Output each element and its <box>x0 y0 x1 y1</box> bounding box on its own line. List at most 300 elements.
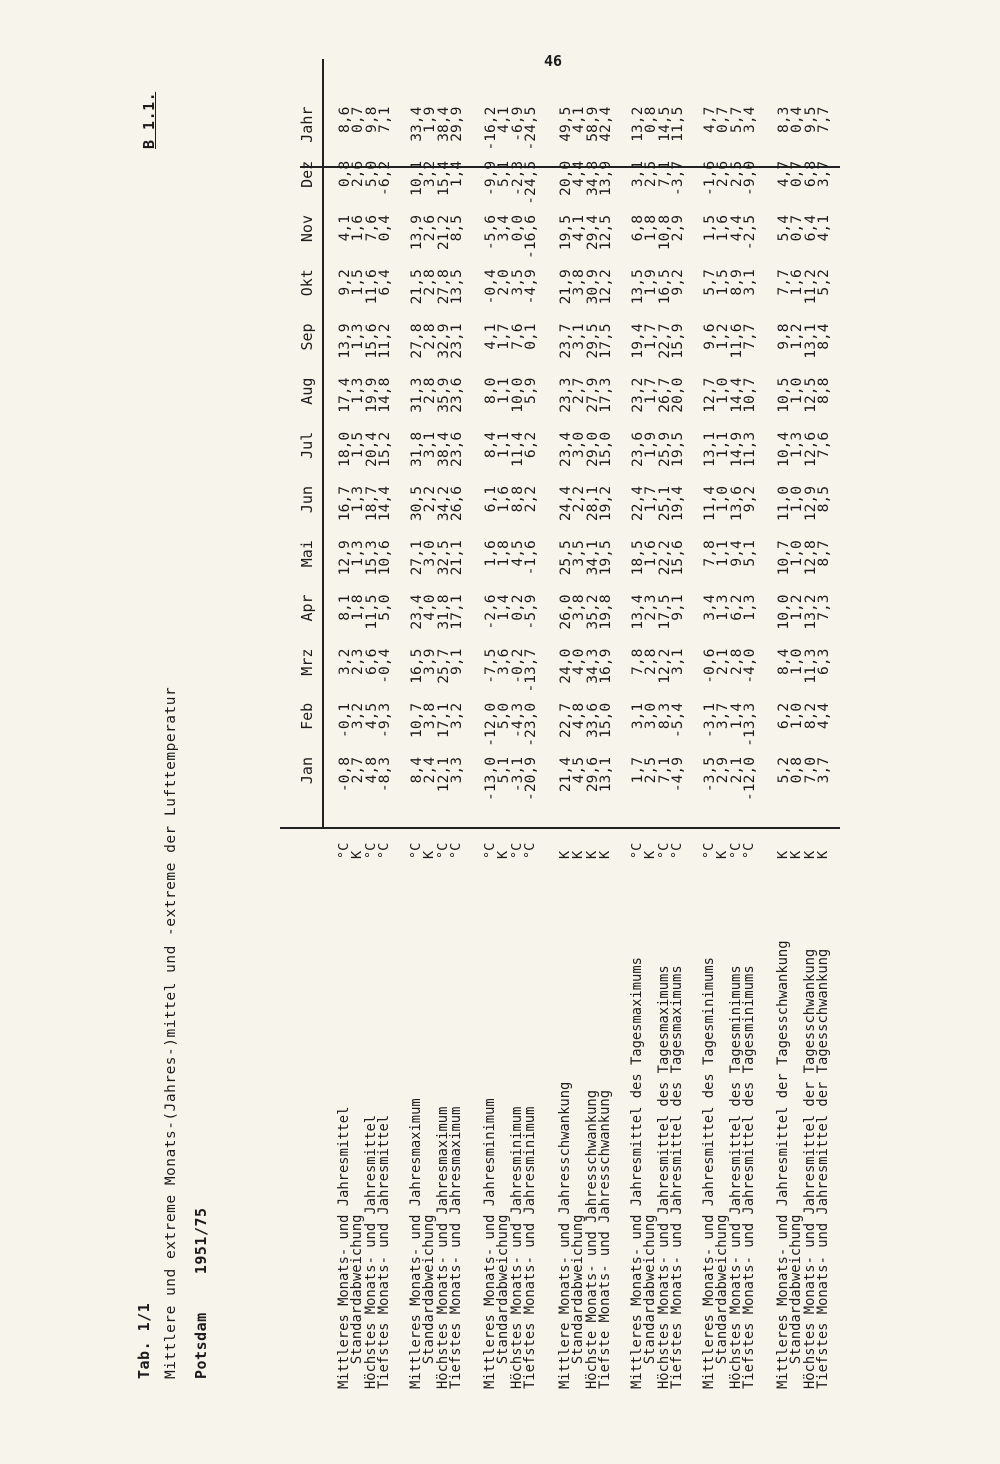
row-label: Mittleres Monats- und Jahresmittel des Tagesmaximums <box>629 957 645 1389</box>
table-cell: 23,6 <box>448 377 466 413</box>
row-label: Höchstes Monats- und Jahresmittel des Tagesmaximums <box>655 965 672 1389</box>
table-cell: 25,5 <box>557 540 574 576</box>
table-cell: 1,6 <box>788 269 806 296</box>
table-cell: 4,0 <box>570 648 588 675</box>
column-header: Jahr <box>298 106 316 143</box>
table-cell: 16,5 <box>655 269 673 305</box>
table-cell: -0,1 <box>336 702 353 738</box>
column-header: Okt <box>298 269 316 297</box>
table-cell: 4,7 <box>775 160 792 188</box>
table-title: Mittlere und extreme Monats-(Jahres-)mittel und -extreme der Lufttemperatur <box>163 686 179 1379</box>
row-unit: °C <box>376 842 393 859</box>
table-cell: 18,7 <box>362 486 380 522</box>
table-cell: 7,3 <box>815 594 833 621</box>
table-cell: 9,1 <box>448 648 466 675</box>
table-cell: 3,5 <box>570 540 588 567</box>
row-unit: °C <box>448 842 465 859</box>
row-unit: K <box>642 850 659 859</box>
table-cell: 1,0 <box>788 486 806 513</box>
table-cell: 9,6 <box>701 323 718 350</box>
table-cell: 1,4 <box>448 160 466 188</box>
table-cell: 33,4 <box>408 106 425 142</box>
table-cell: 4,1 <box>495 106 513 133</box>
table-cell: 27,8 <box>434 269 452 305</box>
table-cell: 0,7 <box>714 106 732 133</box>
page-number: 46 <box>544 52 563 70</box>
table-cell: 34,3 <box>583 648 601 684</box>
table-cell: 1,0 <box>714 486 732 513</box>
table-cell: -23,0 <box>522 702 540 747</box>
table-cell: 9,8 <box>362 106 380 133</box>
table-cell: -6,9 <box>508 106 526 142</box>
table-cell: -0,2 <box>508 648 526 684</box>
table-cell: 13,5 <box>448 269 466 305</box>
table-cell: -2,6 <box>482 594 499 630</box>
table-cell: 32,5 <box>434 540 452 576</box>
table-cell: 7,8 <box>629 648 646 675</box>
table-cell: 19,5 <box>669 431 687 467</box>
table-cell: 14,5 <box>655 106 673 142</box>
table-cell: 12,9 <box>336 540 353 576</box>
table-cell: 22,2 <box>655 540 673 576</box>
row-unit: K <box>775 850 791 859</box>
table-cell: 35,2 <box>583 594 601 630</box>
table-cell: 9,4 <box>727 540 745 567</box>
table-cell: 13,1 <box>701 431 718 467</box>
table-cell: 1,5 <box>349 269 367 296</box>
table-cell: 6,3 <box>815 648 833 675</box>
table-cell: 0,7 <box>788 160 806 188</box>
table-cell: -20,9 <box>522 757 540 801</box>
table-cell: 3,1 <box>741 269 759 296</box>
table-cell: -4,3 <box>508 702 526 738</box>
table-cell: 23,6 <box>448 431 466 467</box>
table-cell: 31,8 <box>434 594 452 630</box>
row-unit: K <box>495 850 512 859</box>
table-cell: 9,1 <box>669 594 687 621</box>
table-cell: 19,9 <box>362 377 380 413</box>
table-cell: 15,6 <box>669 540 687 576</box>
table-cell: 9,2 <box>669 269 687 296</box>
table-cell: 19,8 <box>597 594 615 630</box>
row-label: Höchstes Monats- und Jahresminimum <box>508 1106 525 1389</box>
table-cell: 2,6 <box>714 160 732 188</box>
table-cell: 2,6 <box>421 215 439 242</box>
table-cell: 1,0 <box>714 377 732 404</box>
table-cell: -3,1 <box>701 702 718 738</box>
table-cell: 1,3 <box>349 540 367 567</box>
row-unit: K <box>421 850 438 859</box>
table-cell: 2,5 <box>642 757 660 784</box>
table-cell: 27,8 <box>408 323 425 359</box>
table-cell: 12,1 <box>434 757 452 793</box>
table-cell: 11,2 <box>376 323 394 359</box>
table-cell: 0,8 <box>788 757 806 784</box>
table-cell: 4,7 <box>701 106 718 133</box>
table-cell: 17,1 <box>448 594 466 630</box>
table-cell: 0,4 <box>376 215 394 242</box>
row-unit: °C <box>408 842 424 859</box>
table-cell: 1,7 <box>642 323 660 350</box>
table-cell: 38,4 <box>434 431 452 467</box>
table-cell: 22,7 <box>655 323 673 359</box>
table-cell: 1,5 <box>701 215 718 242</box>
table-cell: 20,0 <box>669 377 687 413</box>
table-cell: -3,7 <box>669 160 687 196</box>
table-cell: 3,2 <box>421 160 439 188</box>
table-cell: -12,0 <box>482 702 499 747</box>
table-divider-header <box>322 59 324 829</box>
table-cell: 20,4 <box>362 431 380 467</box>
row-label: Standardabweichung <box>714 1214 731 1389</box>
table-cell: 1,3 <box>714 594 732 621</box>
table-cell: 10,8 <box>655 215 673 251</box>
table-cell: 34,2 <box>434 486 452 522</box>
table-cell: 0,8 <box>642 106 660 133</box>
table-cell: 8,8 <box>815 377 833 404</box>
table-cell: 11,6 <box>362 269 380 305</box>
table-cell: 1,3 <box>349 323 367 350</box>
row-unit: °C <box>701 842 717 859</box>
table-cell: 8,3 <box>655 702 673 730</box>
table-cell: 3,2 <box>336 648 353 675</box>
row-label: Tiefstes Monats- und Jahresmittel des Tagesminimums <box>741 965 758 1389</box>
table-cell: 2,2 <box>522 486 540 513</box>
table-cell: 29,4 <box>583 215 601 251</box>
table-cell: 12,2 <box>655 648 673 684</box>
table-cell: 1,7 <box>495 323 513 350</box>
table-cell: 17,4 <box>336 377 353 413</box>
table-cell: -24,5 <box>522 106 540 151</box>
table-cell: 8,5 <box>815 486 833 513</box>
table-cell: 26,7 <box>655 377 673 413</box>
table-cell: 49,5 <box>557 106 574 142</box>
table-cell: 18,0 <box>336 431 353 467</box>
table-cell: 58,9 <box>583 106 601 142</box>
table-cell: 4,1 <box>482 323 499 350</box>
row-label: Tiefstes Monats- und Jahresmittel der Tagesschwankung <box>815 948 832 1389</box>
table-cell: 2,3 <box>349 648 367 675</box>
table-cell: 15,6 <box>362 323 380 359</box>
table-cell: 4,5 <box>362 702 380 730</box>
table-cell: 19,4 <box>629 323 646 359</box>
table-cell: 13,4 <box>629 594 646 630</box>
document-code: B 1.1. <box>140 91 158 149</box>
table-cell: 22,4 <box>629 486 646 522</box>
table-cell: 2,3 <box>642 594 660 621</box>
table-cell: 23,7 <box>557 323 574 359</box>
column-header: Nov <box>298 215 316 243</box>
row-label: Mittlere Monats- und Jahresschwankung <box>557 1081 573 1389</box>
table-cell: 2,8 <box>642 648 660 675</box>
table-cell: 13,2 <box>801 594 819 630</box>
table-cell: 12,8 <box>801 540 819 576</box>
row-label: Standardabweichung <box>642 1214 659 1389</box>
table-cell: 22,7 <box>557 702 574 738</box>
table-cell: 4,1 <box>570 215 588 242</box>
table-cell: -9,9 <box>482 160 499 196</box>
table-cell: 7,6 <box>815 431 833 459</box>
column-header: Feb <box>298 702 316 730</box>
row-label: Tiefstes Monats- und Jahresmaximum <box>448 1106 465 1389</box>
table-cell: 14,9 <box>727 431 745 467</box>
row-label: Mittleres Monats- und Jahresmaximum <box>408 1098 424 1389</box>
table-cell: 21,2 <box>434 215 452 251</box>
table-cell: 9,5 <box>801 106 819 133</box>
table-cell: 8,4 <box>775 648 792 675</box>
row-label: Standardabweichung <box>421 1214 438 1389</box>
table-cell: 4,1 <box>336 215 353 242</box>
row-unit: K <box>349 850 366 859</box>
table-cell: 2,5 <box>642 160 660 188</box>
table-cell: 11,6 <box>727 323 745 359</box>
table-cell: 1,0 <box>788 540 806 567</box>
table-cell: 1,7 <box>642 486 660 513</box>
row-unit: °C <box>629 842 645 859</box>
table-cell: 10,5 <box>775 377 792 413</box>
table-cell: 8,7 <box>815 540 833 567</box>
table-cell: 3,6 <box>495 648 513 675</box>
row-unit: K <box>597 850 614 859</box>
table-cell: 11,5 <box>362 594 380 630</box>
table-cell: 13,9 <box>408 215 425 251</box>
table-cell: 7,7 <box>815 106 833 133</box>
table-cell: 24,4 <box>557 486 574 522</box>
table-cell: 3,1 <box>421 431 439 459</box>
row-unit: K <box>570 850 587 859</box>
table-cell: 1,3 <box>349 486 367 513</box>
table-cell: 3,4 <box>495 215 513 242</box>
row-unit: °C <box>434 842 451 859</box>
table-divider-vertical <box>280 827 840 829</box>
table-cell: 25,7 <box>434 648 452 684</box>
table-cell: 15,0 <box>597 431 615 467</box>
row-unit: °C <box>482 842 498 859</box>
table-cell: 19,4 <box>669 486 687 522</box>
row-label: Tiefstes Monats- und Jahresmittel des Tagesmaximums <box>669 965 686 1389</box>
table-cell: 23,3 <box>557 377 574 413</box>
table-cell: 8,4 <box>815 323 833 350</box>
table-cell: 2,8 <box>727 648 745 675</box>
table-cell: 13,5 <box>629 269 646 305</box>
table-cell: 1,3 <box>349 377 367 404</box>
table-cell: -5,4 <box>669 702 687 738</box>
table-cell: 19,5 <box>557 215 574 251</box>
table-cell: 6,4 <box>801 215 819 242</box>
table-cell: -8,3 <box>376 757 394 793</box>
table-cell: 1,3 <box>741 594 759 621</box>
table-cell: 42,4 <box>597 106 615 142</box>
row-label: Höchstes Monats- und Jahresmittel <box>362 1114 379 1389</box>
table-cell: 1,1 <box>495 377 513 404</box>
table-cell: 1,1 <box>495 431 513 459</box>
table-cell: 23,1 <box>448 323 466 359</box>
table-cell: 1,8 <box>642 215 660 242</box>
table-cell: 25,1 <box>655 486 673 522</box>
table-cell: -5,9 <box>522 594 540 630</box>
table-cell: 6,6 <box>362 648 380 675</box>
table-cell: -6,2 <box>376 160 394 196</box>
table-cell: 8,2 <box>801 702 819 730</box>
table-cell: 1,9 <box>642 269 660 296</box>
table-cell: -2,5 <box>741 215 759 251</box>
table-cell: 10,7 <box>408 702 425 738</box>
table-cell: -1,6 <box>522 540 540 576</box>
table-cell: 34,8 <box>583 160 601 196</box>
table-cell: 11,4 <box>508 431 526 467</box>
table-cell: 2,7 <box>349 757 367 784</box>
table-cell: 12,7 <box>701 377 718 413</box>
table-cell: 23,6 <box>629 431 646 467</box>
table-cell: 4,8 <box>570 702 588 730</box>
table-cell: -3,5 <box>701 757 718 793</box>
table-cell: 9,2 <box>741 486 759 513</box>
table-cell: 19,5 <box>597 540 615 576</box>
table-cell: 7,7 <box>775 269 792 296</box>
table-cell: -13,0 <box>482 757 499 801</box>
table-cell: 26,0 <box>557 594 574 630</box>
table-cell: 6,2 <box>775 702 792 730</box>
table-cell: -7,5 <box>482 648 499 684</box>
table-cell: 3,3 <box>448 757 466 784</box>
table-cell: 6,8 <box>629 215 646 242</box>
table-cell: 0,0 <box>508 215 526 242</box>
table-cell: 8,4 <box>482 431 499 459</box>
table-cell: 8,1 <box>336 594 353 621</box>
table-cell: 6,1 <box>482 486 499 513</box>
table-cell: 10,1 <box>408 160 425 196</box>
table-cell: 12,2 <box>597 269 615 305</box>
table-cell: 5,7 <box>701 269 718 296</box>
table-cell: 1,4 <box>727 702 745 730</box>
table-cell: 6,2 <box>727 594 745 621</box>
table-cell: 2,1 <box>727 757 745 784</box>
table-cell: 1,1 <box>714 540 732 567</box>
table-cell: 31,8 <box>408 431 425 467</box>
table-cell: 3,5 <box>508 269 526 296</box>
column-header: Sep <box>298 323 316 351</box>
column-header: Mrz <box>298 648 316 676</box>
table-cell: 1,9 <box>642 431 660 459</box>
table-cell: 1,0 <box>788 648 806 675</box>
table-cell: 29,6 <box>583 757 601 793</box>
table-cell: 1,8 <box>349 594 367 621</box>
table-cell: 23,2 <box>629 377 646 413</box>
table-cell: 3,7 <box>815 160 833 188</box>
table-cell: 1,9 <box>421 106 439 133</box>
table-cell: 1,7 <box>629 757 646 784</box>
table-cell: 3,4 <box>741 106 759 133</box>
table-cell: 15,2 <box>376 431 394 467</box>
table-cell: 21,4 <box>557 757 574 793</box>
table-cell: 7,1 <box>376 106 394 133</box>
table-cell: 28,1 <box>583 486 601 522</box>
table-cell: 2,2 <box>570 486 588 513</box>
table-cell: 2,4 <box>421 757 439 784</box>
table-cell: 8,5 <box>448 215 466 242</box>
column-header: Jan <box>298 757 316 785</box>
table-cell: 27,1 <box>408 540 425 576</box>
table-cell: 17,5 <box>655 594 673 630</box>
table-cell: 25,9 <box>655 431 673 467</box>
table-cell: -9,3 <box>376 702 394 738</box>
table-cell: 1,6 <box>349 215 367 242</box>
table-cell: 27,9 <box>583 377 601 413</box>
table-cell: 14,4 <box>727 377 745 413</box>
table-cell: 16,9 <box>597 648 615 684</box>
table-cell: 34,1 <box>583 540 601 576</box>
table-cell: 31,3 <box>408 377 425 413</box>
table-cell: 20,0 <box>557 160 574 196</box>
table-cell: 4,4 <box>727 215 745 242</box>
column-header: Aug <box>298 377 316 405</box>
table-cell: 3,4 <box>701 594 718 621</box>
table-cell: 5,1 <box>495 160 513 188</box>
table-cell: 4,4 <box>570 160 588 188</box>
table-cell: 19,2 <box>597 486 615 522</box>
table-cell: 3,8 <box>421 702 439 730</box>
table-cell: 11,3 <box>741 431 759 467</box>
table-cell: 3,7 <box>815 757 833 784</box>
table-cell: 2,6 <box>349 160 367 188</box>
table-cell: -0,6 <box>701 648 718 684</box>
table-cell: 1,3 <box>788 431 806 459</box>
table-cell: 10,6 <box>376 540 394 576</box>
table-cell: 13,1 <box>801 323 819 359</box>
table-cell: 16,5 <box>408 648 425 684</box>
table-cell: 3,8 <box>570 594 588 621</box>
row-unit: °C <box>655 842 672 859</box>
row-label: Standardabweichung <box>570 1214 587 1389</box>
table-cell: 1,5 <box>714 269 732 296</box>
row-unit: K <box>714 850 731 859</box>
row-unit: °C <box>669 842 686 859</box>
table-cell: 5,4 <box>775 215 792 242</box>
table-cell: 38,4 <box>434 106 452 142</box>
table-cell: 2,0 <box>495 269 513 296</box>
table-cell: 15,3 <box>362 540 380 576</box>
table-cell: 5,2 <box>815 269 833 296</box>
table-cell: 11,3 <box>801 648 819 684</box>
table-cell: 4,5 <box>570 757 588 784</box>
table-cell: -9,0 <box>741 160 759 196</box>
table-cell: 8,6 <box>336 106 353 133</box>
table-cell: 32,9 <box>434 323 452 359</box>
table-cell: 6,2 <box>522 431 540 459</box>
table-cell: 12,9 <box>801 486 819 522</box>
table-cell: -4,9 <box>669 757 687 793</box>
table-cell: 11,4 <box>701 486 718 522</box>
row-label: Tiefste Monats- und Jahresschwankung <box>597 1089 614 1389</box>
table-cell: -0,4 <box>376 648 394 684</box>
table-cell: 3,0 <box>642 702 660 730</box>
row-unit: K <box>815 850 832 859</box>
table-cell: 4,8 <box>362 757 380 784</box>
row-unit: °C <box>336 842 352 859</box>
row-label: Tiefstes Monats- und Jahresmittel <box>376 1114 393 1389</box>
table-cell: 21,9 <box>557 269 574 305</box>
table-cell: 29,0 <box>583 431 601 467</box>
row-unit: °C <box>741 842 758 859</box>
table-cell: 9,8 <box>775 323 792 350</box>
table-cell: -12,0 <box>741 757 759 801</box>
table-cell: -5,6 <box>482 215 499 251</box>
table-cell: 33,6 <box>583 702 601 738</box>
table-cell: -24,5 <box>522 160 540 205</box>
table-cell: 2,2 <box>421 486 439 513</box>
table-cell: 15,0 <box>597 702 615 738</box>
row-label: Höchstes Monats- und Jahresmittel der Tagesschwankung <box>801 948 818 1389</box>
